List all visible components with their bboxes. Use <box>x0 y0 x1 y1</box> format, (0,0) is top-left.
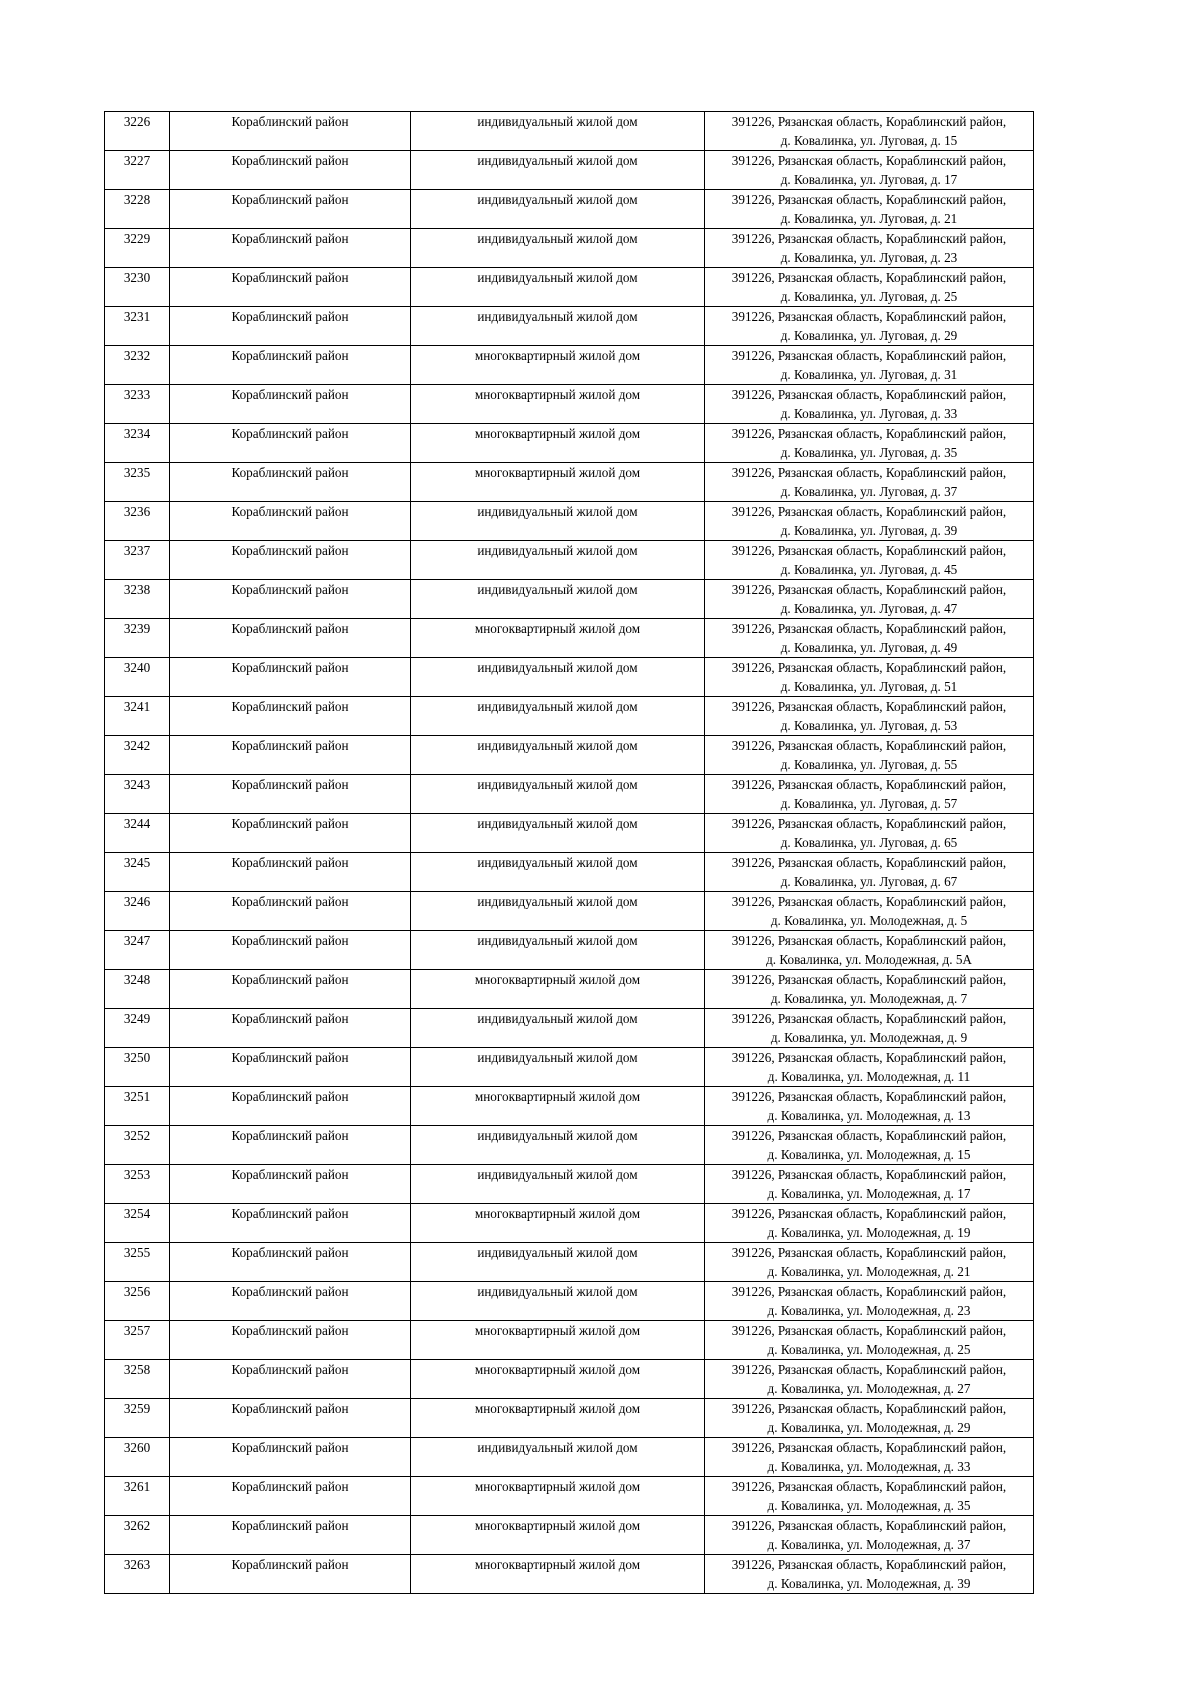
address-line-2: д. Ковалинка, ул. Молодежная, д. 29 <box>767 1420 971 1435</box>
address-line-2: д. Ковалинка, ул. Молодежная, д. 37 <box>767 1537 971 1552</box>
table-row <box>105 1438 1034 1477</box>
row-number-cell: 3231 <box>105 307 170 346</box>
housing-registry-table <box>104 111 1034 1594</box>
table-row <box>105 1165 1034 1204</box>
address-line-1: 391226, Рязанская область, Кораблинский район, <box>731 582 1007 597</box>
address-line-2: д. Ковалинка, ул. Луговая, д. 31 <box>780 367 958 382</box>
district-cell: Кораблинский район <box>170 151 411 190</box>
address-line-2: д. Ковалинка, ул. Луговая, д. 55 <box>780 757 958 772</box>
address-line-2: д. Ковалинка, ул. Молодежная, д. 35 <box>767 1498 971 1513</box>
address-cell <box>705 1243 1034 1282</box>
address-line-1: 391226, Рязанская область, Кораблинский район, <box>731 972 1007 987</box>
district-cell: Кораблинский район <box>170 1360 411 1399</box>
address-line-1: 391226, Рязанская область, Кораблинский район, <box>731 1245 1007 1260</box>
address-line-1: 391226, Рязанская область, Кораблинский район, <box>731 660 1007 675</box>
table-row <box>105 541 1034 580</box>
address-line-2: д. Ковалинка, ул. Молодежная, д. 13 <box>767 1108 971 1123</box>
table-row <box>105 619 1034 658</box>
table-row <box>105 1477 1034 1516</box>
address-cell <box>705 190 1034 229</box>
address-line-1: 391226, Рязанская область, Кораблинский район, <box>731 153 1007 168</box>
address-line-2: д. Ковалинка, ул. Молодежная, д. 25 <box>767 1342 971 1357</box>
address-line-1: 391226, Рязанская область, Кораблинский район, <box>731 855 1007 870</box>
table-body <box>105 112 1034 1594</box>
address-cell <box>705 1438 1034 1477</box>
building-type-cell: индивидуальный жилой дом <box>411 1009 705 1048</box>
address-cell <box>705 1204 1034 1243</box>
address-line-1: 391226, Рязанская область, Кораблинский район, <box>731 270 1007 285</box>
building-type-cell: индивидуальный жилой дом <box>411 112 705 151</box>
table-row <box>105 463 1034 502</box>
address-line-1: 391226, Рязанская область, Кораблинский район, <box>731 426 1007 441</box>
address-line-1: 391226, Рязанская область, Кораблинский район, <box>731 1401 1007 1416</box>
building-type-cell: индивидуальный жилой дом <box>411 775 705 814</box>
building-type-cell: индивидуальный жилой дом <box>411 580 705 619</box>
district-cell: Кораблинский район <box>170 619 411 658</box>
row-number-cell: 3252 <box>105 1126 170 1165</box>
row-number-cell: 3258 <box>105 1360 170 1399</box>
table-row <box>105 736 1034 775</box>
building-type-cell: индивидуальный жилой дом <box>411 268 705 307</box>
address-line-2: д. Ковалинка, ул. Луговая, д. 39 <box>780 523 958 538</box>
address-line-2: д. Ковалинка, ул. Молодежная, д. 11 <box>767 1069 971 1084</box>
address-line-2: д. Ковалинка, ул. Молодежная, д. 17 <box>767 1186 971 1201</box>
building-type-cell: многоквартирный жилой дом <box>411 1360 705 1399</box>
building-type-cell: многоквартирный жилой дом <box>411 1516 705 1555</box>
address-cell <box>705 541 1034 580</box>
address-line-2: д. Ковалинка, ул. Молодежная, д. 33 <box>767 1459 971 1474</box>
row-number-cell: 3235 <box>105 463 170 502</box>
address-line-1: 391226, Рязанская область, Кораблинский район, <box>731 1050 1007 1065</box>
address-cell <box>705 814 1034 853</box>
table-row <box>105 1555 1034 1594</box>
address-cell <box>705 385 1034 424</box>
address-line-1: 391226, Рязанская область, Кораблинский район, <box>731 1557 1007 1572</box>
address-cell <box>705 580 1034 619</box>
row-number-cell: 3260 <box>105 1438 170 1477</box>
address-line-1: 391226, Рязанская область, Кораблинский район, <box>731 1440 1007 1455</box>
address-cell <box>705 1321 1034 1360</box>
address-line-2: д. Ковалинка, ул. Луговая, д. 29 <box>780 328 958 343</box>
address-line-1: 391226, Рязанская область, Кораблинский район, <box>731 1206 1007 1221</box>
row-number-cell: 3241 <box>105 697 170 736</box>
address-line-2: д. Ковалинка, ул. Луговая, д. 51 <box>780 679 958 694</box>
building-type-cell: индивидуальный жилой дом <box>411 1126 705 1165</box>
table-row <box>105 1399 1034 1438</box>
row-number-cell: 3230 <box>105 268 170 307</box>
address-cell <box>705 229 1034 268</box>
row-number-cell: 3244 <box>105 814 170 853</box>
district-cell: Кораблинский район <box>170 1087 411 1126</box>
building-type-cell: многоквартирный жилой дом <box>411 970 705 1009</box>
district-cell: Кораблинский район <box>170 814 411 853</box>
address-line-1: 391226, Рязанская область, Кораблинский район, <box>731 1011 1007 1026</box>
building-type-cell: индивидуальный жилой дом <box>411 151 705 190</box>
address-cell <box>705 151 1034 190</box>
row-number-cell: 3247 <box>105 931 170 970</box>
row-number-cell: 3227 <box>105 151 170 190</box>
district-cell: Кораблинский район <box>170 970 411 1009</box>
row-number-cell: 3226 <box>105 112 170 151</box>
district-cell: Кораблинский район <box>170 1438 411 1477</box>
address-line-2: д. Ковалинка, ул. Молодежная, д. 9 <box>770 1030 968 1045</box>
address-line-2: д. Ковалинка, ул. Молодежная, д. 19 <box>767 1225 971 1240</box>
table-row <box>105 658 1034 697</box>
district-cell: Кораблинский район <box>170 1048 411 1087</box>
building-type-cell: многоквартирный жилой дом <box>411 1555 705 1594</box>
district-cell: Кораблинский район <box>170 1555 411 1594</box>
address-line-2: д. Ковалинка, ул. Молодежная, д. 21 <box>767 1264 971 1279</box>
building-type-cell: индивидуальный жилой дом <box>411 1243 705 1282</box>
table-row <box>105 1282 1034 1321</box>
address-cell <box>705 970 1034 1009</box>
district-cell: Кораблинский район <box>170 424 411 463</box>
district-cell: Кораблинский район <box>170 1126 411 1165</box>
building-type-cell: индивидуальный жилой дом <box>411 892 705 931</box>
building-type-cell: индивидуальный жилой дом <box>411 307 705 346</box>
address-line-1: 391226, Рязанская область, Кораблинский район, <box>731 465 1007 480</box>
district-cell: Кораблинский район <box>170 346 411 385</box>
table-row <box>105 346 1034 385</box>
row-number-cell: 3254 <box>105 1204 170 1243</box>
row-number-cell: 3240 <box>105 658 170 697</box>
district-cell: Кораблинский район <box>170 1009 411 1048</box>
address-line-2: д. Ковалинка, ул. Луговая, д. 37 <box>780 484 958 499</box>
address-cell <box>705 1009 1034 1048</box>
row-number-cell: 3259 <box>105 1399 170 1438</box>
building-type-cell: многоквартирный жилой дом <box>411 619 705 658</box>
district-cell: Кораблинский район <box>170 1165 411 1204</box>
building-type-cell: многоквартирный жилой дом <box>411 424 705 463</box>
address-line-1: 391226, Рязанская область, Кораблинский район, <box>731 387 1007 402</box>
table-row <box>105 385 1034 424</box>
district-cell: Кораблинский район <box>170 1399 411 1438</box>
row-number-cell: 3261 <box>105 1477 170 1516</box>
table-row <box>105 1009 1034 1048</box>
row-number-cell: 3232 <box>105 346 170 385</box>
address-cell <box>705 619 1034 658</box>
row-number-cell: 3229 <box>105 229 170 268</box>
row-number-cell: 3245 <box>105 853 170 892</box>
address-line-2: д. Ковалинка, ул. Луговая, д. 21 <box>780 211 958 226</box>
table-row <box>105 1126 1034 1165</box>
row-number-cell: 3250 <box>105 1048 170 1087</box>
address-line-1: 391226, Рязанская область, Кораблинский район, <box>731 1479 1007 1494</box>
building-type-cell: многоквартирный жилой дом <box>411 385 705 424</box>
address-cell <box>705 736 1034 775</box>
address-cell <box>705 1282 1034 1321</box>
building-type-cell: многоквартирный жилой дом <box>411 1204 705 1243</box>
address-cell <box>705 892 1034 931</box>
address-line-2: д. Ковалинка, ул. Луговая, д. 25 <box>780 289 958 304</box>
building-type-cell: многоквартирный жилой дом <box>411 1087 705 1126</box>
district-cell: Кораблинский район <box>170 1204 411 1243</box>
table-row <box>105 112 1034 151</box>
address-line-1: 391226, Рязанская область, Кораблинский район, <box>731 543 1007 558</box>
table-row <box>105 814 1034 853</box>
table-row <box>105 931 1034 970</box>
address-line-2: д. Ковалинка, ул. Луговая, д. 67 <box>780 874 958 889</box>
address-line-2: д. Ковалинка, ул. Луговая, д. 45 <box>780 562 958 577</box>
table-row <box>105 502 1034 541</box>
address-cell <box>705 1399 1034 1438</box>
district-cell: Кораблинский район <box>170 502 411 541</box>
district-cell: Кораблинский район <box>170 190 411 229</box>
row-number-cell: 3233 <box>105 385 170 424</box>
row-number-cell: 3239 <box>105 619 170 658</box>
address-cell <box>705 502 1034 541</box>
address-line-2: д. Ковалинка, ул. Луговая, д. 23 <box>780 250 958 265</box>
building-type-cell: многоквартирный жилой дом <box>411 463 705 502</box>
row-number-cell: 3242 <box>105 736 170 775</box>
row-number-cell: 3248 <box>105 970 170 1009</box>
row-number-cell: 3249 <box>105 1009 170 1048</box>
address-line-1: 391226, Рязанская область, Кораблинский район, <box>731 1362 1007 1377</box>
address-cell <box>705 1516 1034 1555</box>
district-cell: Кораблинский район <box>170 853 411 892</box>
table-row <box>105 892 1034 931</box>
district-cell: Кораблинский район <box>170 1282 411 1321</box>
address-line-1: 391226, Рязанская область, Кораблинский район, <box>731 1128 1007 1143</box>
row-number-cell: 3253 <box>105 1165 170 1204</box>
address-line-1: 391226, Рязанская область, Кораблинский район, <box>731 1089 1007 1104</box>
address-cell <box>705 1048 1034 1087</box>
address-line-1: 391226, Рязанская область, Кораблинский район, <box>731 309 1007 324</box>
district-cell: Кораблинский район <box>170 268 411 307</box>
district-cell: Кораблинский район <box>170 307 411 346</box>
address-line-1: 391226, Рязанская область, Кораблинский район, <box>731 348 1007 363</box>
table-row <box>105 970 1034 1009</box>
address-line-2: д. Ковалинка, ул. Луговая, д. 57 <box>780 796 958 811</box>
district-cell: Кораблинский район <box>170 580 411 619</box>
row-number-cell: 3228 <box>105 190 170 229</box>
district-cell: Кораблинский район <box>170 892 411 931</box>
district-cell: Кораблинский район <box>170 229 411 268</box>
address-line-1: 391226, Рязанская область, Кораблинский район, <box>731 933 1007 948</box>
building-type-cell: индивидуальный жилой дом <box>411 736 705 775</box>
building-type-cell: индивидуальный жилой дом <box>411 931 705 970</box>
district-cell: Кораблинский район <box>170 931 411 970</box>
address-cell <box>705 1360 1034 1399</box>
address-line-1: 391226, Рязанская область, Кораблинский район, <box>731 699 1007 714</box>
address-cell <box>705 1165 1034 1204</box>
address-line-1: 391226, Рязанская область, Кораблинский район, <box>731 738 1007 753</box>
building-type-cell: индивидуальный жилой дом <box>411 853 705 892</box>
table-row <box>105 1516 1034 1555</box>
address-cell <box>705 853 1034 892</box>
address-line-1: 391226, Рязанская область, Кораблинский район, <box>731 1323 1007 1338</box>
district-cell: Кораблинский район <box>170 112 411 151</box>
address-line-1: 391226, Рязанская область, Кораблинский район, <box>731 894 1007 909</box>
address-line-1: 391226, Рязанская область, Кораблинский район, <box>731 1284 1007 1299</box>
row-number-cell: 3238 <box>105 580 170 619</box>
row-number-cell: 3243 <box>105 775 170 814</box>
table-row <box>105 1048 1034 1087</box>
row-number-cell: 3262 <box>105 1516 170 1555</box>
address-line-2: д. Ковалинка, ул. Луговая, д. 33 <box>780 406 958 421</box>
address-line-1: 391226, Рязанская область, Кораблинский район, <box>731 777 1007 792</box>
table-row <box>105 424 1034 463</box>
address-cell <box>705 1555 1034 1594</box>
address-line-2: д. Ковалинка, ул. Молодежная, д. 23 <box>767 1303 971 1318</box>
building-type-cell: индивидуальный жилой дом <box>411 658 705 697</box>
address-line-2: д. Ковалинка, ул. Молодежная, д. 27 <box>767 1381 971 1396</box>
address-line-2: д. Ковалинка, ул. Молодежная, д. 39 <box>767 1576 971 1591</box>
table-row <box>105 1243 1034 1282</box>
address-line-2: д. Ковалинка, ул. Луговая, д. 35 <box>780 445 958 460</box>
row-number-cell: 3263 <box>105 1555 170 1594</box>
building-type-cell: индивидуальный жилой дом <box>411 1165 705 1204</box>
building-type-cell: многоквартирный жилой дом <box>411 1399 705 1438</box>
district-cell: Кораблинский район <box>170 541 411 580</box>
address-cell <box>705 346 1034 385</box>
table-row <box>105 190 1034 229</box>
building-type-cell: индивидуальный жилой дом <box>411 229 705 268</box>
table-row <box>105 1087 1034 1126</box>
building-type-cell: многоквартирный жилой дом <box>411 1321 705 1360</box>
address-cell <box>705 112 1034 151</box>
table-row <box>105 1321 1034 1360</box>
table-row <box>105 268 1034 307</box>
row-number-cell: 3257 <box>105 1321 170 1360</box>
district-cell: Кораблинский район <box>170 463 411 502</box>
district-cell: Кораблинский район <box>170 1243 411 1282</box>
building-type-cell: индивидуальный жилой дом <box>411 1048 705 1087</box>
address-cell <box>705 463 1034 502</box>
address-line-1: 391226, Рязанская область, Кораблинский район, <box>731 816 1007 831</box>
address-line-2: д. Ковалинка, ул. Луговая, д. 65 <box>780 835 958 850</box>
row-number-cell: 3234 <box>105 424 170 463</box>
table-row <box>105 580 1034 619</box>
building-type-cell: индивидуальный жилой дом <box>411 541 705 580</box>
address-cell <box>705 268 1034 307</box>
address-cell <box>705 1087 1034 1126</box>
address-line-1: 391226, Рязанская область, Кораблинский район, <box>731 231 1007 246</box>
district-cell: Кораблинский район <box>170 736 411 775</box>
district-cell: Кораблинский район <box>170 775 411 814</box>
address-line-2: д. Ковалинка, ул. Молодежная, д. 7 <box>770 991 968 1006</box>
address-line-1: 391226, Рязанская область, Кораблинский район, <box>731 504 1007 519</box>
address-line-1: 391226, Рязанская область, Кораблинский район, <box>731 192 1007 207</box>
row-number-cell: 3255 <box>105 1243 170 1282</box>
building-type-cell: индивидуальный жилой дом <box>411 1282 705 1321</box>
district-cell: Кораблинский район <box>170 1321 411 1360</box>
address-line-1: 391226, Рязанская область, Кораблинский район, <box>731 1167 1007 1182</box>
table-row <box>105 697 1034 736</box>
row-number-cell: 3246 <box>105 892 170 931</box>
row-number-cell: 3237 <box>105 541 170 580</box>
district-cell: Кораблинский район <box>170 1516 411 1555</box>
row-number-cell: 3236 <box>105 502 170 541</box>
building-type-cell: индивидуальный жилой дом <box>411 502 705 541</box>
building-type-cell: индивидуальный жилой дом <box>411 814 705 853</box>
row-number-cell: 3256 <box>105 1282 170 1321</box>
address-line-2: д. Ковалинка, ул. Молодежная, д. 5А <box>766 952 972 967</box>
district-cell: Кораблинский район <box>170 1477 411 1516</box>
address-line-2: д. Ковалинка, ул. Луговая, д. 49 <box>780 640 958 655</box>
building-type-cell: многоквартирный жилой дом <box>411 346 705 385</box>
building-type-cell: индивидуальный жилой дом <box>411 697 705 736</box>
address-line-2: д. Ковалинка, ул. Луговая, д. 47 <box>780 601 958 616</box>
address-line-1: 391226, Рязанская область, Кораблинский район, <box>731 1518 1007 1533</box>
address-cell <box>705 931 1034 970</box>
building-type-cell: многоквартирный жилой дом <box>411 1477 705 1516</box>
address-cell <box>705 1477 1034 1516</box>
district-cell: Кораблинский район <box>170 385 411 424</box>
address-line-2: д. Ковалинка, ул. Луговая, д. 17 <box>780 172 958 187</box>
address-cell <box>705 424 1034 463</box>
table-row <box>105 1204 1034 1243</box>
address-line-1: 391226, Рязанская область, Кораблинский район, <box>731 114 1007 129</box>
table-row <box>105 229 1034 268</box>
building-type-cell: индивидуальный жилой дом <box>411 1438 705 1477</box>
table-row <box>105 151 1034 190</box>
address-line-1: 391226, Рязанская область, Кораблинский район, <box>731 621 1007 636</box>
table-row <box>105 307 1034 346</box>
district-cell: Кораблинский район <box>170 697 411 736</box>
address-line-2: д. Ковалинка, ул. Молодежная, д. 5 <box>770 913 968 928</box>
address-line-2: д. Ковалинка, ул. Луговая, д. 15 <box>780 133 958 148</box>
building-type-cell: индивидуальный жилой дом <box>411 190 705 229</box>
address-line-2: д. Ковалинка, ул. Молодежная, д. 15 <box>767 1147 971 1162</box>
table-row <box>105 775 1034 814</box>
district-cell: Кораблинский район <box>170 658 411 697</box>
address-cell <box>705 775 1034 814</box>
table-row <box>105 1360 1034 1399</box>
row-number-cell: 3251 <box>105 1087 170 1126</box>
table-row <box>105 853 1034 892</box>
address-cell <box>705 658 1034 697</box>
address-cell <box>705 307 1034 346</box>
address-cell <box>705 697 1034 736</box>
address-cell <box>705 1126 1034 1165</box>
address-line-2: д. Ковалинка, ул. Луговая, д. 53 <box>780 718 958 733</box>
